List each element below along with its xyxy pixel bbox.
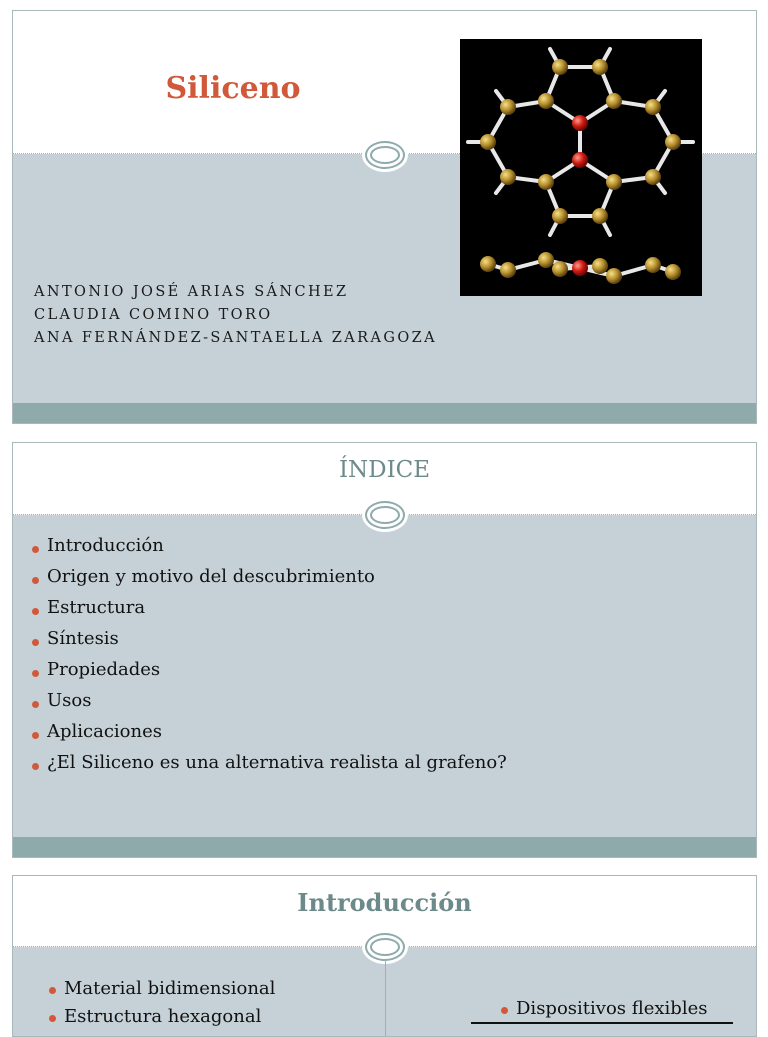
footer-bar xyxy=(13,403,756,423)
slide-introduction xyxy=(12,875,757,1037)
slide-index xyxy=(12,442,757,858)
list-item: Origen y motivo del descubrimiento xyxy=(31,564,507,595)
list-item: Síntesis xyxy=(31,626,507,657)
slide-title: ÍNDICE xyxy=(338,457,431,483)
authors-block xyxy=(34,281,437,350)
right-column-list xyxy=(500,996,707,1024)
slide-title xyxy=(12,10,757,424)
list-item: Usos xyxy=(31,688,507,719)
slide-title: Introducción xyxy=(297,888,472,917)
index-list xyxy=(31,533,507,781)
list-item: Estructura xyxy=(31,595,507,626)
list-item: Material bidimensional xyxy=(48,976,275,1004)
list-item: ¿El Siliceno es una alternativa realista al grafeno? xyxy=(31,750,507,781)
author-name: ANTONIO JOSÉ ARIAS SÁNCHEZ xyxy=(34,284,349,300)
list-item: Aplicaciones xyxy=(31,719,507,750)
ring-ornament-icon xyxy=(365,933,405,961)
author-name: CLAUDIA COMINO TORO xyxy=(34,307,273,323)
ring-ornament-icon xyxy=(365,141,405,169)
list-item: Propiedades xyxy=(31,657,507,688)
silicene-molecule-image xyxy=(460,39,702,296)
list-item: Estructura hexagonal xyxy=(48,1004,275,1032)
list-item: Dispositivos flexibles xyxy=(500,996,707,1024)
ring-ornament-icon xyxy=(365,501,405,529)
presentation-title: Siliceno xyxy=(165,71,301,106)
author-name: ANA FERNÁNDEZ-SANTAELLA ZARAGOZA xyxy=(34,330,437,346)
footer-bar xyxy=(13,837,756,857)
column-divider xyxy=(385,960,386,1037)
list-item: Introducción xyxy=(31,533,507,564)
